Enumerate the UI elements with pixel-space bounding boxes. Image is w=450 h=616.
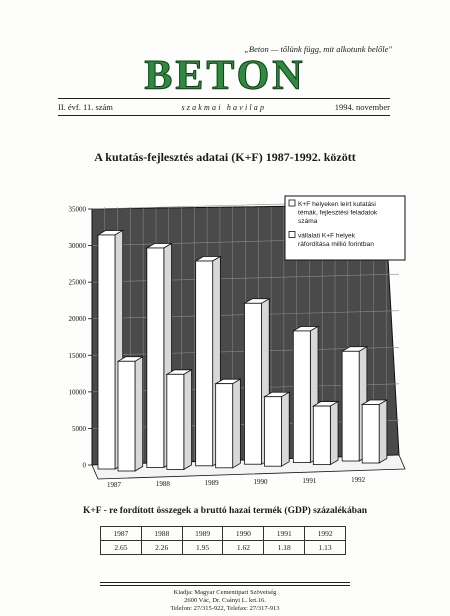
chart-x-tick-label: 1990 — [253, 478, 268, 487]
bar-series-1 — [147, 248, 164, 467]
gdp-value-cell: 1.18 — [264, 541, 305, 555]
gdp-value-row — [101, 541, 346, 555]
gdp-value-cell: 1.62 — [223, 541, 264, 555]
chart-y-tick-label: 35000 — [68, 205, 86, 214]
bar-series-2-side — [282, 392, 290, 466]
chart-y-tick-label: 30000 — [68, 242, 86, 251]
bar-series-1 — [245, 303, 262, 464]
bar-series-1 — [98, 235, 115, 469]
gdp-value-cell: 2.26 — [141, 541, 182, 555]
chart-y-tick-label: 15000 — [68, 351, 86, 360]
gdp-value-cell: 1.95 — [182, 541, 223, 555]
bar-series-2-side — [379, 400, 387, 463]
bar-series-2 — [167, 374, 184, 469]
chart-x-tick-label: 1989 — [204, 479, 219, 488]
volume-number: II. évf. 11. szám — [58, 102, 113, 112]
chart-y-tick-label: 20000 — [68, 315, 86, 324]
issue-date: 1994. november — [334, 102, 390, 112]
legend-label: K+F helyeken leírt kutatási — [298, 201, 376, 208]
bar-series-2-side — [135, 357, 143, 471]
legend-label: ráfordítása millió forintban — [298, 241, 374, 248]
gdp-year-cell: 1987 — [101, 527, 142, 541]
bar-series-1 — [293, 331, 310, 463]
gdp-year-cell: 1990 — [223, 527, 264, 541]
publisher-info — [0, 589, 450, 613]
legend-label: vállalati K+F helyek — [298, 232, 355, 240]
gdp-year-row — [101, 527, 346, 541]
gdp-value-cell: 2.65 — [101, 541, 142, 555]
gdp-year-cell: 1988 — [141, 527, 182, 541]
gdp-year-cell: 1992 — [305, 527, 346, 541]
gdp-table-title: K+F - re fordított összegek a bruttó hazai termék (GDP) százalékában — [82, 506, 368, 516]
chart-x-tick-label: 1988 — [155, 480, 170, 489]
bar-series-2-side — [330, 402, 338, 465]
legend-label: száma — [298, 218, 318, 225]
chart-y-tick-label: 0 — [82, 461, 86, 470]
footer-rule-2 — [100, 585, 350, 586]
bar-series-2 — [118, 361, 135, 471]
publication-kind: szakmai havilap — [181, 103, 267, 112]
chart-x-tick-label: 1992 — [351, 476, 366, 485]
bar-series-2-side — [184, 370, 192, 470]
gdp-year-cell: 1989 — [182, 527, 223, 541]
publisher-name: Kiadja: Magyar Cementipari Szövetség — [173, 589, 277, 596]
legend-swatch — [289, 232, 295, 238]
bar-series-2 — [265, 397, 282, 466]
footer-rule-1 — [100, 582, 350, 583]
publisher-address: 2600 Vác, Dr. Csányi L. krt.16. — [184, 597, 266, 604]
bar-series-2-side — [233, 379, 241, 468]
chart-y-tick-label: 5000 — [72, 424, 86, 433]
publisher-phone: Telefon: 27/315-922, Telefax: 27/317-913 — [170, 605, 280, 612]
chart-x-tick-label: 1987 — [107, 481, 121, 489]
gdp-year-cell: 1991 — [264, 527, 305, 541]
chart-x-tick-label: 1991 — [302, 477, 317, 486]
bar-series-1 — [196, 261, 213, 466]
chart-title: A kutatás-fejlesztés adatai (K+F) 1987-1992. között — [94, 150, 356, 164]
bar-series-1 — [342, 351, 359, 461]
bar-series-2 — [216, 384, 233, 468]
legend-swatch — [289, 200, 295, 206]
bar-series-2 — [313, 406, 330, 465]
chart-y-tick-label: 10000 — [68, 388, 86, 397]
gdp-table — [100, 526, 346, 555]
legend-label: témák, fejlesztési feladatok — [298, 209, 378, 217]
bar-series-2 — [362, 404, 379, 463]
beton-logo: BETON — [144, 53, 306, 99]
motto: „Beton — tőlünk függ, mit alkotunk belőle" — [244, 44, 392, 54]
gdp-value-cell: 1.13 — [305, 541, 346, 555]
chart-y-tick-label: 25000 — [68, 278, 86, 287]
